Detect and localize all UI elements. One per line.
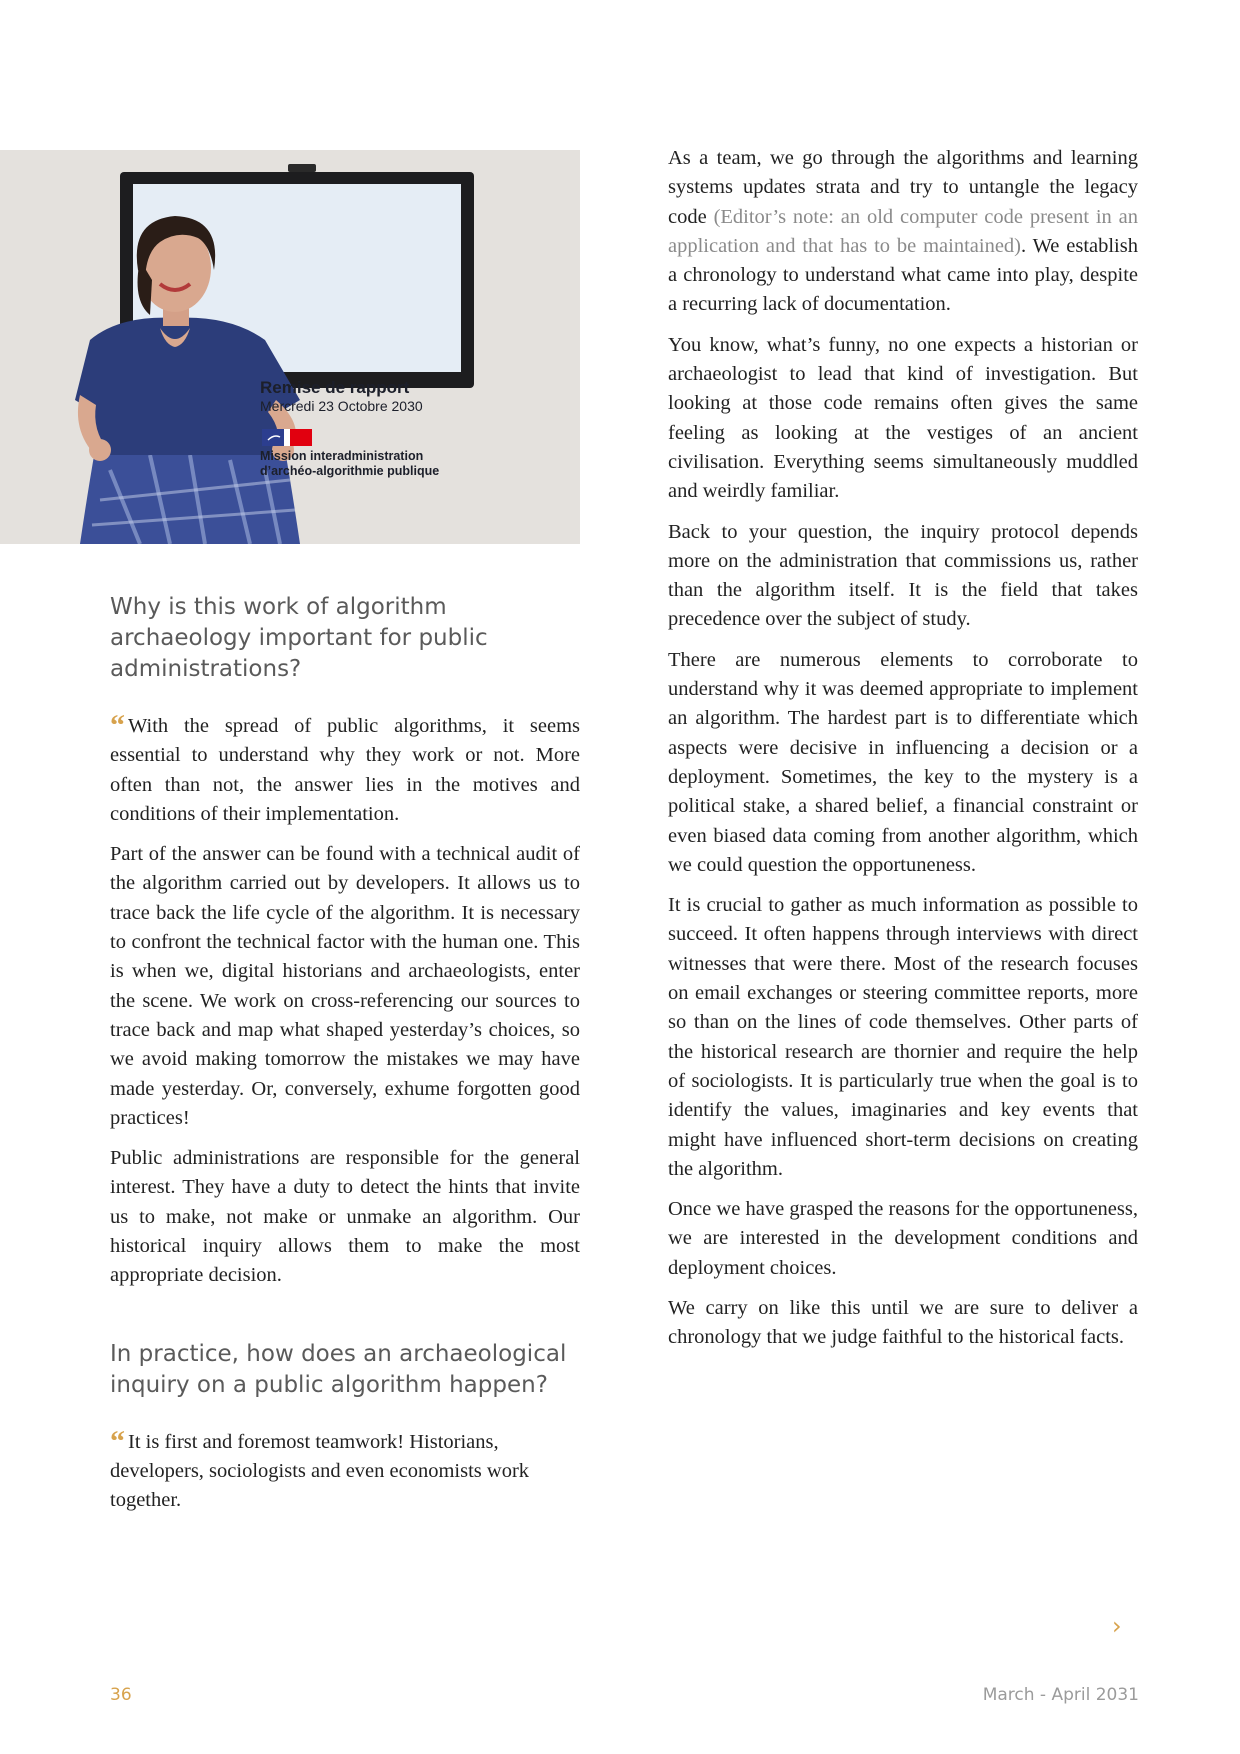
body-text: . We establish a chronology to understand what came into play, despite a recurring lack of documentation. xyxy=(668,234,1138,316)
screen-org-line2: d’archéo-algorithmie publique xyxy=(260,464,440,478)
question-heading: In practice, how does an archaeological inquiry on a public algorithm happen? xyxy=(110,1340,567,1398)
body-paragraph xyxy=(668,144,1138,320)
left-column xyxy=(110,592,580,1527)
answer-text: With the spread of public algorithms, it seems essential to understand why they work or not. More often than not, the answer lies in the motives and conditions of their implementation. xyxy=(110,715,580,825)
quote-mark-icon: “ xyxy=(110,709,125,742)
article-photo xyxy=(0,150,580,544)
page-number: 36 xyxy=(110,1685,132,1705)
screen-text xyxy=(260,378,423,415)
photo-illustration xyxy=(0,150,580,544)
body-paragraph: We carry on like this until we are sure to deliver a chronology that we judge faithful to the historical facts. xyxy=(668,1296,1138,1349)
screen-organisation xyxy=(260,449,439,479)
right-column xyxy=(668,144,1138,1364)
answer-paragraph: Public administrations are responsible for the general interest. They have a duty to detect the hints that invite us to make, not make or unmake an algorithm. Our historical inquiry allows them to make the most appropriate decision. xyxy=(110,1147,580,1287)
issue-date: March - April 2031 xyxy=(982,1685,1139,1705)
next-page-chevron-icon[interactable]: › xyxy=(1112,1612,1122,1640)
french-republic-logo-icon xyxy=(262,429,312,446)
editors-note: (Editor’s note: an old computer code present in an application and that has to be maintained) xyxy=(668,205,1139,257)
answer-paragraph: Part of the answer can be found with a technical audit of the algorithm carried out by developers. It allows us to trace back the life cycle of the algorithm. It is necessary to confront the technical factor with the human one. This is when we, digital historians and archaeologists, enter the scene. We work on cross-referencing our sources to trace back and map what shaped yesterday’s choices, so we avoid making tomorrow the mistakes we may have made yesterday. Or, conversely, exhume forgotten good practices! xyxy=(110,843,580,1129)
quote-mark-icon: “ xyxy=(110,1424,125,1458)
answer-paragraph xyxy=(110,1424,580,1516)
body-text: As a team, we go through the algorithms and learning systems updates strata and try to untangle the legacy code xyxy=(668,147,1138,228)
screen-org-line1: Mission interadministration xyxy=(260,449,424,463)
body-paragraph: Back to your question, the inquiry protocol depends more on the administration that commissions us, rather than the algorithm itself. It is the field that takes precedence over the subject of study. xyxy=(668,520,1138,631)
body-paragraph: There are numerous elements to corroborate to understand why it was deemed appropriate to implement an algorithm. The hardest part is to differentiate which aspects were decisive in influencing a decision or a deployment. Sometimes, the key to the mystery is a political stake, a shared belief, a financial constraint or even biased data coming from another algorithm, which we could question the opportuneness. xyxy=(668,648,1138,876)
body-paragraph: You know, what’s funny, no one expects a historian or archaeologist to lead that kind of investigation. But looking at those code remains often gives the same feeling as looking at the vestiges of an ancient civilisation. Everything seems simultaneously muddled and weirdly familiar. xyxy=(668,333,1138,503)
body-paragraph: It is crucial to gather as much information as possible to succeed. It often happens through interviews with direct witnesses that were there. Most of the research focuses on email exchanges or steering committee reports, more so than on the lines of code themselves. Other parts of the historical research are thornier and require the help of sociologists. It is particularly true when the goal is to identify the values, imaginaries and key events that might have influenced short-term decisions on creating the algorithm. xyxy=(668,894,1138,1180)
answer-paragraph xyxy=(110,709,580,829)
question-heading: Why is this work of algorithm archaeology important for public administrations? xyxy=(110,594,488,682)
screen-title: Remise de rapport xyxy=(260,378,410,397)
answer-text: It is first and foremost teamwork! Historians, developers, sociologists and even economists work together. xyxy=(110,1430,530,1512)
screen-date: Mercredi 23 Octobre 2030 xyxy=(260,398,423,414)
body-paragraph: Once we have grasped the reasons for the opportuneness, we are interested in the development conditions and deployment choices. xyxy=(668,1198,1138,1279)
